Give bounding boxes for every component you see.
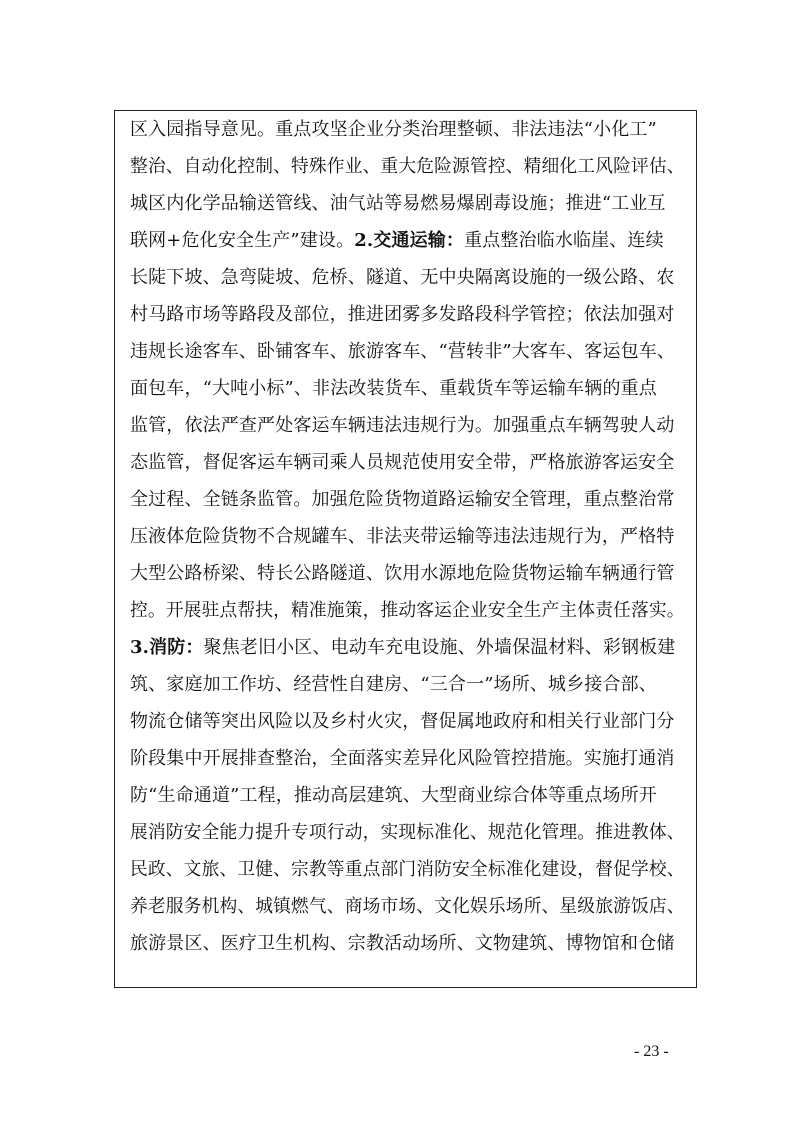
text-line: 城区内化学品输送管线、油气站等易燃易爆剧毒设施；推进“工业互 xyxy=(130,193,666,214)
page-number: - 23 - xyxy=(634,1043,669,1060)
text-line: 展消防安全能力提升专项行动，实现标准化、规范化管理。推进教体、 xyxy=(130,822,685,843)
text-line: 监管，依法严查严处客运车辆违法违规行为。加强重点车辆驾驶人动 xyxy=(130,415,675,436)
text-line: 长陡下坡、急弯陡坡、危桥、隧道、无中央隔离设施的一级公路、农 xyxy=(130,267,675,288)
text-run: 重点整治临水临崖、连续 xyxy=(464,230,664,251)
text-line: 民政、文旅、卫健、宗教等重点部门消防安全标准化建设，督促学校、 xyxy=(130,859,685,880)
text-line: 违规长途客车、卧铺客车、旅游客车、“营转非”大客车、客运包车、 xyxy=(130,341,676,362)
text-line: 阶段集中开展排查整治，全面落实差异化风险管控措施。实施打通消 xyxy=(130,748,675,769)
text-line xyxy=(130,633,685,663)
text-line: 养老服务机构、城镇燃气、商场市场、文化娱乐场所、星级旅游饭店、 xyxy=(130,896,685,917)
text-line: 压液体危险货物不合规罐车、非法夹带运输等违法违规行为，严格特 xyxy=(130,526,675,547)
section-heading-traffic: 2.交通运输： xyxy=(354,230,465,251)
text-run: 聚焦老旧小区、电动车充电设施、外墙保温材料、彩钢板建 xyxy=(203,637,676,658)
text-line: 旅游景区、医疗卫生机构、宗教活动场所、文物建筑、博物馆和仓储 xyxy=(130,933,675,954)
text-line: 区入园指导意见。重点攻坚企业分类治理整顿、非法违法“小化工” xyxy=(130,119,657,140)
text-line: 面包车，“大吨小标”、非法改装货车、重载货车等运输车辆的重点 xyxy=(130,378,657,399)
section-heading-fire: 3.消防： xyxy=(130,637,204,658)
text-line: 大型公路桥梁、特长公路隧道、饮用水源地危险货物运输车辆通行管 xyxy=(130,563,675,584)
text-line: 物流仓储等突出风险以及乡村火灾，督促属地政府和相关行业部门分 xyxy=(130,711,675,732)
text-line: 整治、自动化控制、特殊作业、重大危险源管控、精细化工风险评估、 xyxy=(130,156,685,177)
text-run: 联网+危化安全生产”建设。 xyxy=(130,230,355,251)
text-line: 控。开展驻点帮扶，精准施策，推动客运企业安全生产主体责任落实。 xyxy=(130,600,685,621)
text-line xyxy=(130,226,685,256)
text-line: 防“生命通道”工程，推动高层建筑、大型商业综合体等重点场所开 xyxy=(130,785,657,806)
text-line: 村马路市场等路段及部位，推进团雾多发路段科学管控；依法加强对 xyxy=(130,304,675,325)
text-line: 全过程、全链条监管。加强危险货物道路运输安全管理，重点整治常 xyxy=(130,489,675,510)
text-line: 筑、家庭加工作坊、经营性自建房、“三合一”场所、城乡接合部、 xyxy=(130,674,657,695)
text-line: 态监管，督促客运车辆司乘人员规范使用安全带，严格旅游客运安全 xyxy=(130,452,675,473)
